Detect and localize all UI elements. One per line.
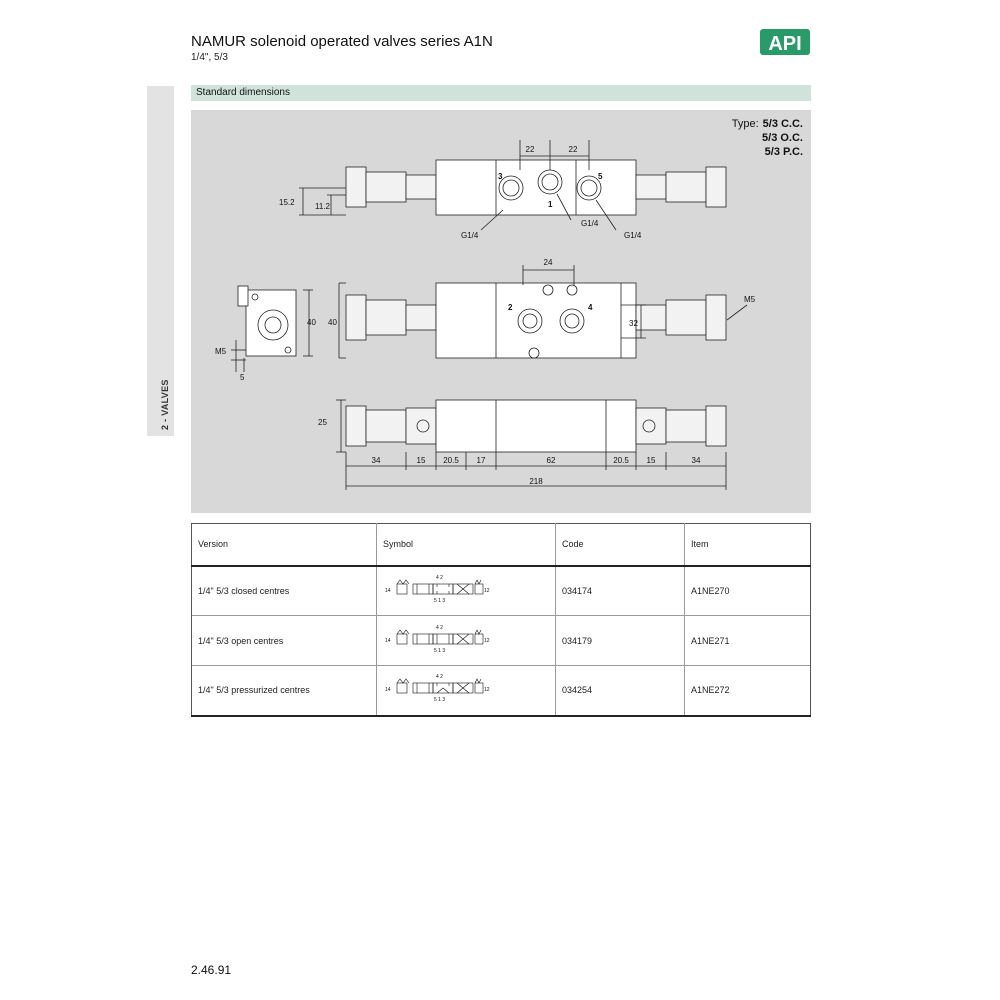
dim-32: 32: [629, 319, 638, 328]
dim-17: 17: [476, 456, 486, 465]
table-row: [192, 566, 811, 616]
symbol-left-label: 14: [385, 587, 391, 594]
page-subtitle: 1/4", 5/3: [191, 52, 228, 63]
thread-m5-right: M5: [744, 295, 756, 304]
dim-218: 218: [529, 477, 543, 486]
port-2: 2: [508, 303, 513, 312]
dim-40-side: 40: [307, 318, 316, 327]
type-prefix: Type:: [731, 118, 759, 130]
version-cell: 1/4" 5/3 pressurized centres: [192, 666, 377, 716]
type-cc: 5/3 C.C.: [762, 118, 803, 130]
dim-25: 25: [318, 418, 327, 427]
valve-symbol-open-icon: [383, 623, 493, 657]
type-pc: 5/3 P.C.: [764, 146, 803, 158]
symbol-top-label: 4 2: [436, 574, 443, 581]
valve-symbol-pressurized-icon: [383, 672, 493, 706]
item-cell: A1NE272: [685, 666, 811, 716]
technical-drawing: [191, 110, 811, 513]
item-cell: A1NE271: [685, 616, 811, 666]
symbol-right-label: 12: [484, 687, 490, 694]
symbol-left-label: 14: [385, 687, 391, 694]
item-cell: A1NE270: [685, 566, 811, 616]
header-symbol: Symbol: [377, 524, 556, 566]
dim-40-front: 40: [328, 318, 337, 327]
logo-text: API: [768, 33, 802, 55]
api-logo: [760, 25, 812, 57]
port-3: 3: [498, 172, 503, 181]
port-4: 4: [588, 303, 593, 312]
thread-m5-left: M5: [215, 347, 227, 356]
port-5: 5: [598, 172, 603, 181]
dim-62: 62: [546, 456, 556, 465]
symbol-bottom-label: 5 1 3: [434, 697, 446, 704]
dim-24: 24: [543, 258, 553, 267]
code-cell: 034174: [556, 566, 685, 616]
dim-15-right: 15: [646, 456, 656, 465]
header-code: Code: [556, 524, 685, 566]
header-version: Version: [192, 524, 377, 566]
thread-g14-left: G1/4: [461, 231, 479, 240]
versions-table: [191, 523, 811, 717]
dim-15-left: 15: [416, 456, 426, 465]
thread-g14-right: G1/4: [624, 231, 642, 240]
page-title: NAMUR solenoid operated valves series A1N: [191, 33, 493, 50]
dimension-drawing: [191, 110, 811, 513]
code-cell: 034179: [556, 616, 685, 666]
code-cell: 034254: [556, 666, 685, 716]
dim-22-left: 22: [525, 145, 535, 154]
dim-34-right: 34: [691, 456, 701, 465]
version-cell: 1/4" 5/3 closed centres: [192, 566, 377, 616]
symbol-top-label: 4 2: [436, 674, 443, 681]
symbol-cell: [377, 616, 556, 666]
valve-symbol-closed-icon: [383, 573, 493, 607]
version-cell: 1/4" 5/3 open centres: [192, 616, 377, 666]
top-view: [299, 140, 726, 230]
thread-g14-mid: G1/4: [581, 219, 599, 228]
dim-5: 5: [240, 373, 245, 382]
dim-15-2: 15.2: [279, 198, 295, 207]
table-header-row: [192, 524, 811, 566]
dim-20-5-left: 20.5: [443, 456, 459, 465]
side-tab-label: 2 - VALVES: [160, 379, 170, 430]
symbol-right-label: 12: [484, 587, 490, 594]
symbol-bottom-label: 5 1 3: [434, 647, 446, 654]
symbol-cell: [377, 666, 556, 716]
symbol-top-label: 4 2: [436, 624, 443, 631]
symbol-bottom-label: 5 1 3: [434, 597, 446, 604]
dim-34-left: 34: [371, 456, 381, 465]
table-row: [192, 666, 811, 716]
section-label: Standard dimensions: [196, 87, 290, 98]
symbol-cell: [377, 566, 556, 616]
page-number: 2.46.91: [191, 963, 232, 977]
port-1: 1: [548, 200, 553, 209]
type-oc: 5/3 O.C.: [762, 132, 803, 144]
symbol-left-label: 14: [385, 637, 391, 644]
dim-11-2: 11.2: [315, 202, 330, 211]
symbol-right-label: 12: [484, 637, 490, 644]
header-item: Item: [685, 524, 811, 566]
dim-22-right: 22: [568, 145, 578, 154]
dim-20-5-right: 20.5: [613, 456, 629, 465]
table-row: [192, 616, 811, 666]
